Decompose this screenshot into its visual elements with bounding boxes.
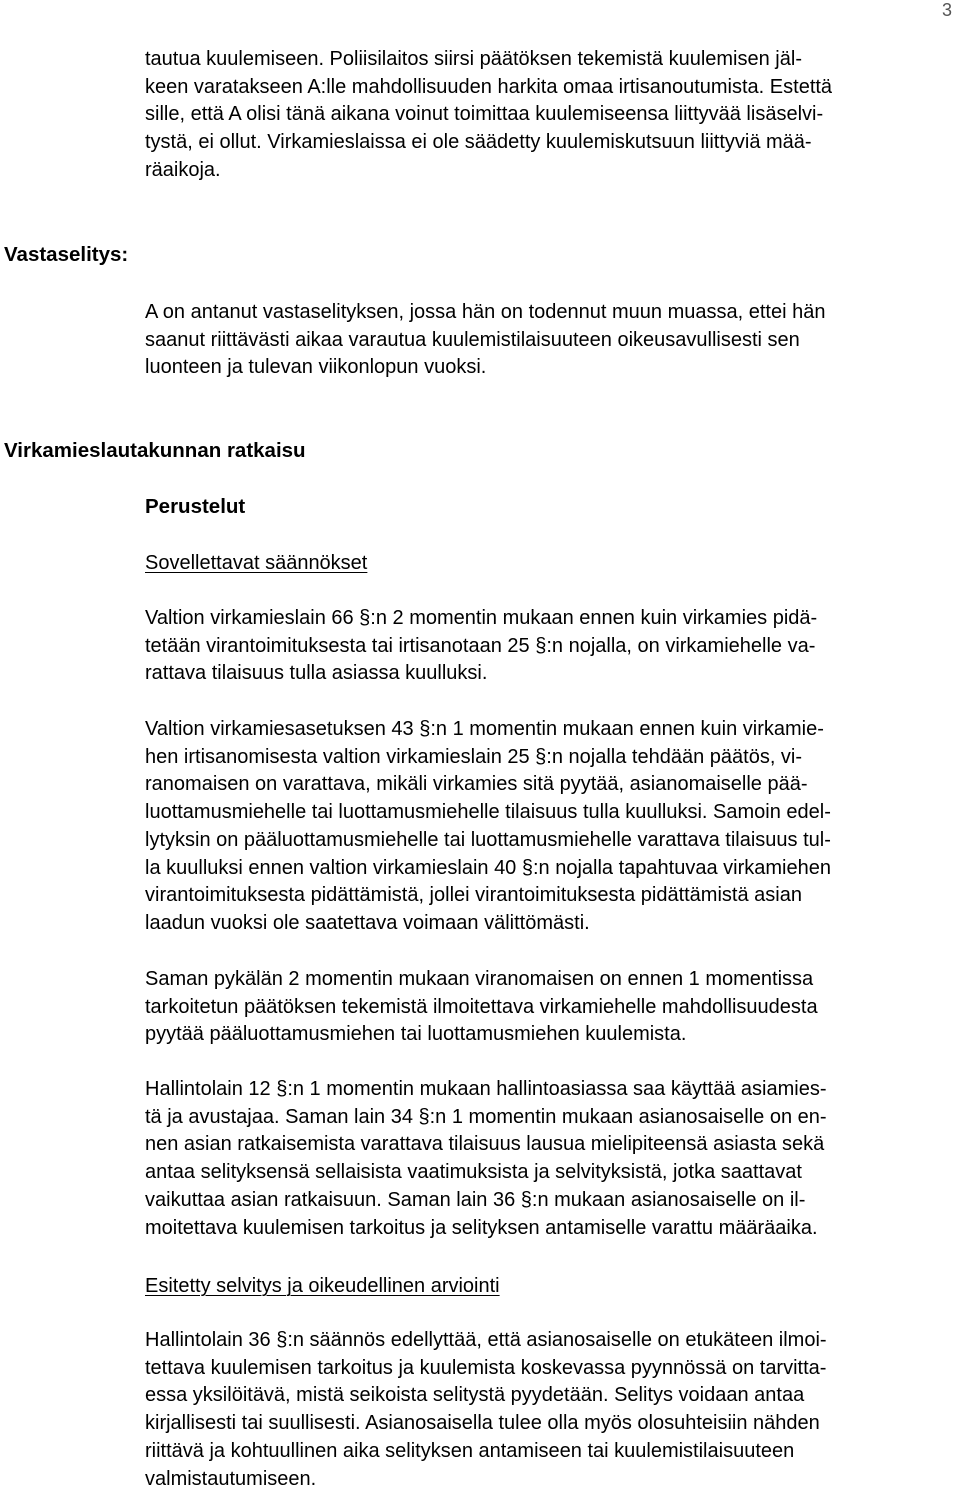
text-line: sille, että A olisi tänä aikana voinut toimittaa kuulemiseensa liittyvää lisäselvi- bbox=[145, 103, 824, 126]
page-number: 3 bbox=[941, 0, 952, 20]
text-line: vaikuttaa asian ratkaisuun. Saman lain 36 §:n mukaan asianosaiselle on il- bbox=[145, 1188, 806, 1211]
text-line: antaa selityksensä sellaisista vaatimuksista ja selvityksistä, jotka saattavat bbox=[145, 1161, 802, 1184]
text-line: Valtion virkamiesasetuksen 43 §:n 1 momentin mukaan ennen kuin virkamie- bbox=[145, 718, 824, 740]
paragraph-saman-pykalan bbox=[145, 966, 945, 1049]
paragraph-virkamiesasetus-43 bbox=[145, 716, 945, 938]
text-line: kirjallisesti tai suullisesti. Asianosaisella tulee olla myös olosuhteisiin nähden bbox=[145, 1412, 820, 1435]
text-line: tautua kuulemiseen. Poliisilaitos siirsi päätöksen tekemistä kuulemisen jäl- bbox=[145, 48, 802, 70]
text-line: virantoimituksesta pidättämistä, jollei virantoimituksesta pidättämistä asian bbox=[145, 884, 802, 907]
text-line: rattava tilaisuus tulla asiassa kuulluksi. bbox=[145, 662, 488, 685]
intro-paragraph bbox=[145, 46, 945, 185]
text-line: keen varatakseen A:lle mahdollisuuden harkita omaa irtisanoutumista. Estettä bbox=[145, 75, 833, 98]
text-line: räaikoja. bbox=[145, 158, 221, 181]
sovellettavat-heading: Sovellettavat säännökset bbox=[145, 552, 368, 574]
text-line: Hallintolain 36 §:n säännös edellyttää, että asianosaiselle on etukäteen ilmoi- bbox=[145, 1329, 827, 1351]
text-line: tettava kuulemisen tarkoitus ja kuulemista koskevassa pyynnössä on tarvitta- bbox=[145, 1356, 827, 1379]
text-line: luonteen ja tulevan viikonlopun vuoksi. bbox=[145, 356, 487, 379]
text-line: luottamusmiehelle tai luottamusmiehelle tilaisuus tulla kuulluksi. Samoin edel- bbox=[145, 801, 831, 824]
text-line: Saman pykälän 2 momentin mukaan viranomaisen on ennen 1 momentissa bbox=[145, 968, 814, 990]
text-line: tetään virantoimituksesta tai irtisanotaan 25 §:n nojalla, on virkamiehelle va- bbox=[145, 634, 816, 657]
text-line: la kuulluksi ennen valtion virkamieslain 40 §:n nojalla tapahtuvaa virkamiehen bbox=[145, 856, 831, 879]
text-line: Hallintolain 12 §:n 1 momentin mukaan hallintoasiassa saa käyttää asiamies- bbox=[145, 1078, 827, 1100]
vastaselitys-heading: Vastaselitys: bbox=[4, 243, 129, 266]
text-line: moitettava kuulemisen tarkoitus ja selityksen antamiselle varattu määräaika. bbox=[145, 1216, 818, 1239]
selvitys-heading: Esitetty selvitys ja oikeudellinen arviointi bbox=[145, 1275, 500, 1297]
perustelut-heading: Perustelut bbox=[145, 495, 246, 518]
ratkaisu-heading: Virkamieslautakunnan ratkaisu bbox=[4, 439, 306, 462]
text-line: ranomaisen on varattava, mikäli virkamies sitä pyytää, asianomaiselle pää- bbox=[145, 773, 808, 796]
text-line: lytyksin on pääluottamusmiehelle tai luottamusmiehelle varattava tilaisuus tul- bbox=[145, 828, 831, 851]
text-line: tystä, ei ollut. Virkamieslaissa ei ole säädetty kuulemiskutsuun liittyviä mää- bbox=[145, 131, 812, 154]
text-line: tä ja avustajaa. Saman lain 34 §:n 1 momentin mukaan asianosaiselle on en- bbox=[145, 1105, 827, 1128]
text-line: Valtion virkamieslain 66 §:n 2 momentin mukaan ennen kuin virkamies pidä- bbox=[145, 607, 818, 629]
text-line: valmistautumiseen. bbox=[145, 1467, 317, 1490]
text-line: saanut riittävästi aikaa varautua kuulemistilaisuuteen oikeusavullisesti sen bbox=[145, 328, 800, 351]
text-line: nen asian ratkaisemista varattava tilaisuus lausua mielipiteensä asiasta sekä bbox=[145, 1133, 825, 1156]
text-line: pyytää pääluottamusmiehen tai luottamusmiehen kuulemista. bbox=[145, 1023, 687, 1046]
paragraph-hallintolaki-36 bbox=[145, 1327, 945, 1493]
text-line: tarkoitetun päätöksen tekemistä ilmoitettava virkamiehelle mahdollisuudesta bbox=[145, 995, 818, 1018]
paragraph-virkamieslaki-66 bbox=[145, 605, 945, 688]
text-line: A on antanut vastaselityksen, jossa hän on todennut muun muassa, ettei hän bbox=[145, 301, 826, 323]
text-line: laadun vuoksi ole saatettava voimaan välittömästi. bbox=[145, 911, 590, 934]
text-line: essa yksilöitävä, mistä seikoista selitystä pyydetään. Selitys voidaan antaa bbox=[145, 1384, 805, 1407]
vastaselitys-paragraph bbox=[145, 299, 945, 382]
text-line: riittävä ja kohtuullinen aika selityksen antamiseen tai kuulemistilaisuuteen bbox=[145, 1439, 795, 1462]
paragraph-hallintolaki-12 bbox=[145, 1076, 945, 1242]
text-line: hen irtisanomisesta valtion virkamieslain 25 §:n nojalla tehdään päätös, vi- bbox=[145, 745, 803, 768]
